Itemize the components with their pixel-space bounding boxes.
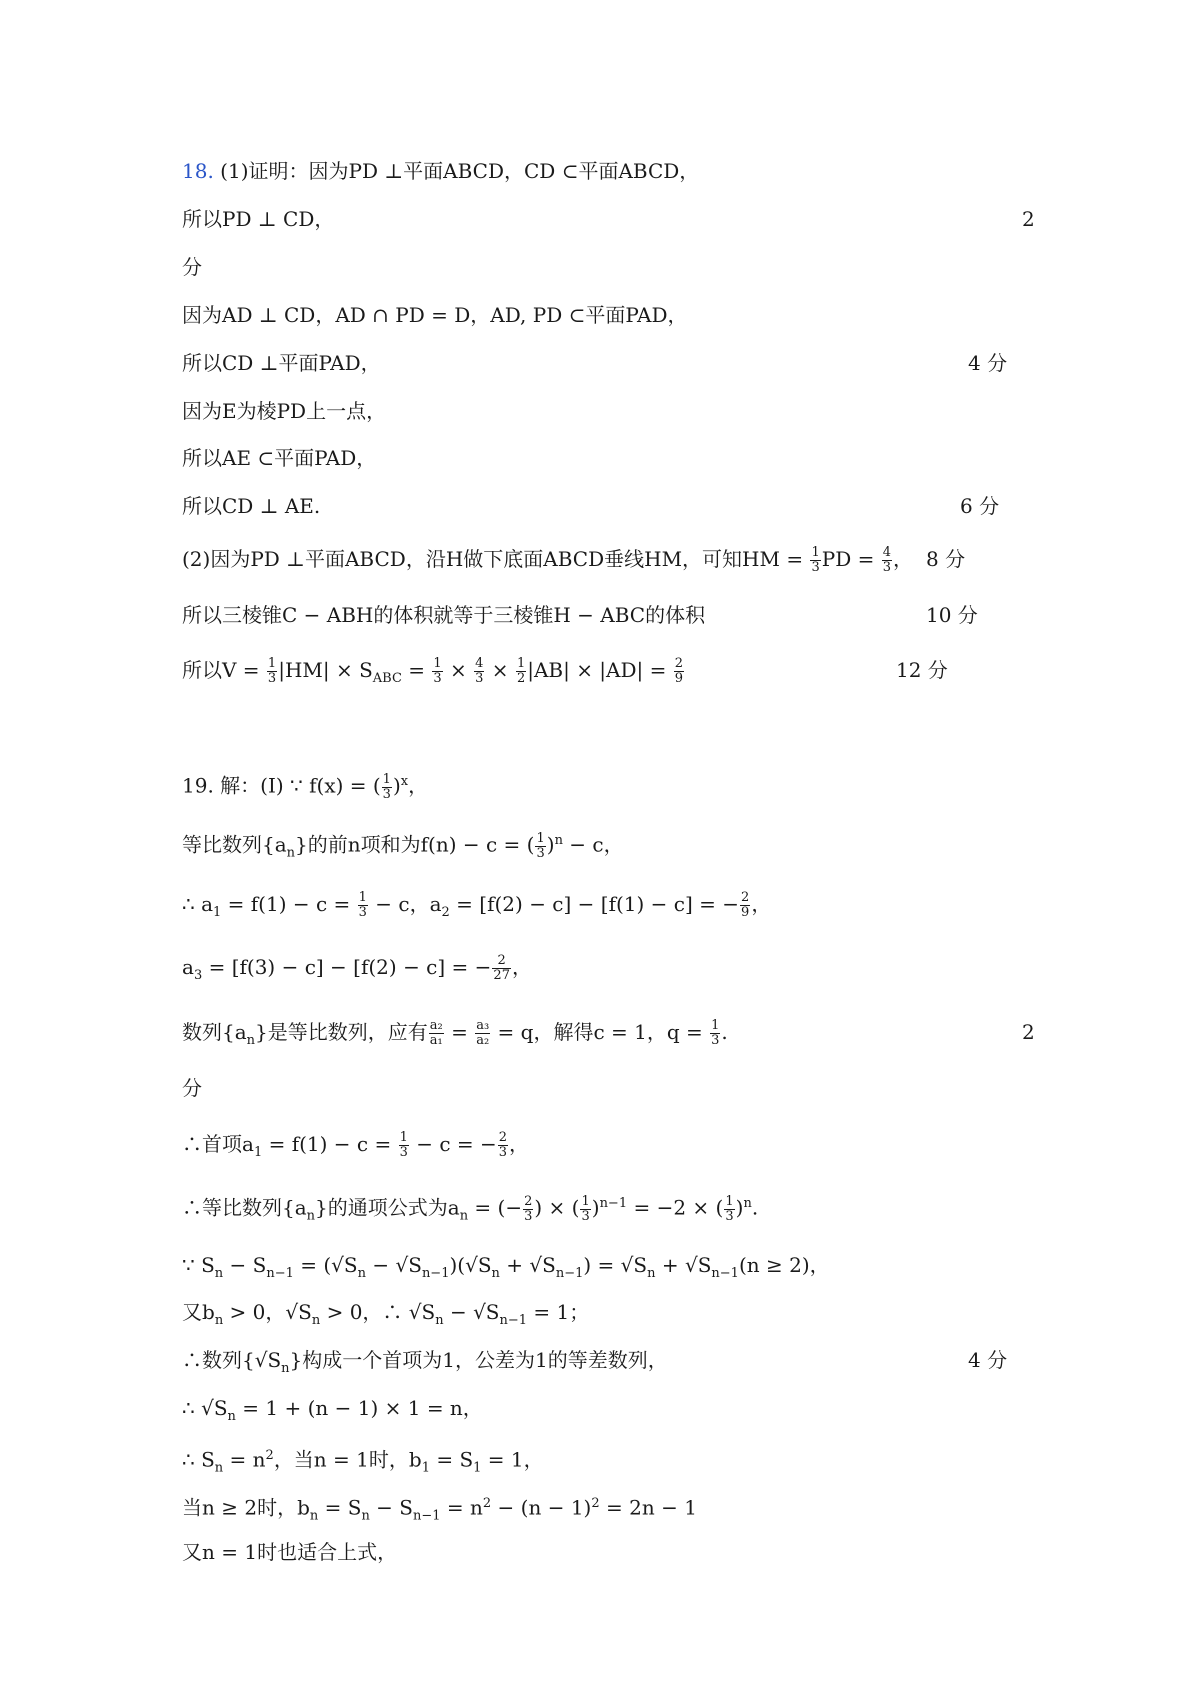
q19-line-14: 当n ≥ 2时，$b_n = S_n - S_{n-1} = n^2 - (n - 1)^2 = 2n - 1$	[182, 1495, 697, 1524]
score-marker: 12 分	[896, 658, 948, 682]
q18-text-9a: (2)因为PD ⊥平面ABCD，沿H做下底面ABCD垂线HM，可知HM =	[182, 547, 810, 571]
fraction-2-3: $\frac{2}{3}$	[498, 1130, 508, 1160]
score-marker: 4 分	[968, 351, 1008, 375]
question-number-18: 18.	[182, 159, 214, 183]
score-marker: 2	[1022, 1020, 1035, 1044]
fraction-1-3: $\frac{1}{3}$	[433, 656, 442, 686]
q19-line-1: 19. 解：(I) ∵ f(x) = ( $\frac{1}{3}$ )$^x$，	[182, 771, 429, 802]
fraction-1-3: $\frac{1}{3}$	[382, 771, 391, 802]
q19-line-8: ∴等比数列$\{a_n\}$的通项公式为$a_n$ = (− $\frac{2}{3}$ ) × ( $\frac{1}{3}$ )$^{n-1}$ = −2 × ( $\frac{1}{3}$ )$^n$.	[182, 1193, 759, 1224]
q19-line-5: 数列$\{a_n\}$是等比数列，应有 $\frac{\text{a₂}}{\text{a₁}}$ = $\frac{\text{a₃}}{\text{a₂}}$ = q，解得c = 1，q = $\frac{1}{3}$ .	[182, 1018, 728, 1048]
fraction-4-3: $\frac{4}{3}$	[882, 545, 891, 575]
q18-line-2: 所以PD ⊥ CD，	[182, 207, 335, 231]
fraction-1-3: $\frac{1}{3}$	[581, 1193, 590, 1224]
fraction-1-3: $\frac{1}{3}$	[358, 890, 367, 920]
q19-line-13: ∴ $S_n = n^2$，当n = 1时，$b_1 = S_1 = 1$，	[182, 1447, 544, 1476]
q18-text-1: (1)证明：因为PD ⊥平面ABCD，CD ⊂平面ABCD，	[220, 159, 700, 183]
q18-line-9: (2)因为PD ⊥平面ABCD，沿H做下底面ABCD垂线HM，可知HM = $\frac{1}{3}$ PD = $\frac{4}{3}$ ，	[182, 545, 913, 575]
q19-line-10: 又$b_n > 0$，$√S_n > 0$，∴ $√S_n - √S_{n-1} = 1$；	[182, 1300, 590, 1328]
score-marker: 6 分	[960, 494, 1000, 518]
fraction-1-3: $\frac{1}{3}$	[711, 1018, 720, 1048]
fraction-1-3: $\frac{1}{3}$	[536, 830, 545, 861]
q18-line-5: 所以CD ⊥平面PAD，	[182, 351, 381, 375]
fraction-a2-a1: $\frac{\text{a₂}}{\text{a₁}}$	[429, 1018, 443, 1048]
q18-line-3: 分	[182, 255, 202, 279]
q19-line-6: 分	[182, 1076, 202, 1100]
fraction-2-9: $\frac{2}{9}$	[674, 656, 684, 686]
q18-line-11: 所以V = $\frac{1}{3}$ $|HM| \times S_{ABC}$ = $\frac{1}{3}$ × $\frac{4}{3}$ × $\frac{1}{2}$ |AB| × |AD| = $\frac{2}{9}$	[182, 656, 684, 686]
score-marker: 2	[1022, 207, 1035, 231]
q18-line-6: 因为E为棱PD上一点，	[182, 399, 387, 423]
q19-line-4: $a_3 = [f(3) - c] - [f(2) - c]$ = − $\frac{2}{27}$ ，	[182, 953, 532, 983]
q18-line-1	[182, 157, 699, 185]
q18-line-4: 因为AD ⊥ CD，AD ∩ PD = D，AD, PD ⊂平面PAD，	[182, 303, 688, 327]
q18-line-7: 所以AE ⊂平面PAD，	[182, 446, 377, 470]
fraction-2-27: $\frac{2}{27}$	[493, 953, 510, 983]
q18-line-8: 所以CD ⊥ AE.	[182, 494, 321, 518]
fraction-1-3: $\frac{1}{3}$	[399, 1130, 408, 1160]
q19-line-2: 等比数列$\{a_n\}$的前n项和为f(n) − c = ( $\frac{1}{3}$ )$^n$ − c，	[182, 830, 624, 861]
fraction-2-9: $\frac{2}{9}$	[741, 890, 750, 920]
fraction-4-3: $\frac{4}{3}$	[475, 656, 484, 686]
q19-line-12: ∴ $√S_n = 1 + (n - 1) \times 1 = n$，	[182, 1396, 483, 1424]
q18-line-10: 所以三棱锥C − ABH的体积就等于三棱锥H − ABC的体积	[182, 603, 706, 627]
q19-line-7: ∴首项$a_1 = f(1) - c$ = $\frac{1}{3}$ − c = − $\frac{2}{3}$ ，	[182, 1130, 530, 1160]
q19-line-15: 又n = 1时也适合上式，	[182, 1540, 398, 1564]
q19-line-9: ∵ $S_n - S_{n-1} = (√S_n - √S_{n-1})(√S_n + √S_{n-1}) = √S_n + √S_{n-1}(n \ge 2)$，	[182, 1253, 830, 1281]
fraction-1-3: $\frac{1}{3}$	[267, 656, 277, 686]
fraction-1-3: $\frac{1}{3}$	[811, 545, 820, 575]
fraction-1-3: $\frac{1}{3}$	[725, 1193, 734, 1224]
score-marker: 8 分	[926, 547, 966, 571]
q19-line-3: ∴ $a_1 = f(1) - c$ = $\frac{1}{3}$ − c，$a_2 = [f(2) - c] - [f(1) - c]$ = − $\frac{2}{9}$ ，	[182, 890, 772, 920]
fraction-2-3: $\frac{2}{3}$	[524, 1193, 533, 1224]
fraction-a3-a2: $\frac{\text{a₃}}{\text{a₂}}$	[476, 1018, 490, 1048]
fraction-1-2: $\frac{1}{2}$	[516, 656, 526, 686]
q18-text-9b: PD =	[821, 547, 881, 571]
score-marker: 10 分	[926, 603, 978, 627]
score-marker: 4 分	[968, 1348, 1008, 1372]
q19-line-11: ∴数列$\{√S_n\}$构成一个首项为1，公差为1的等差数列，	[182, 1348, 668, 1376]
